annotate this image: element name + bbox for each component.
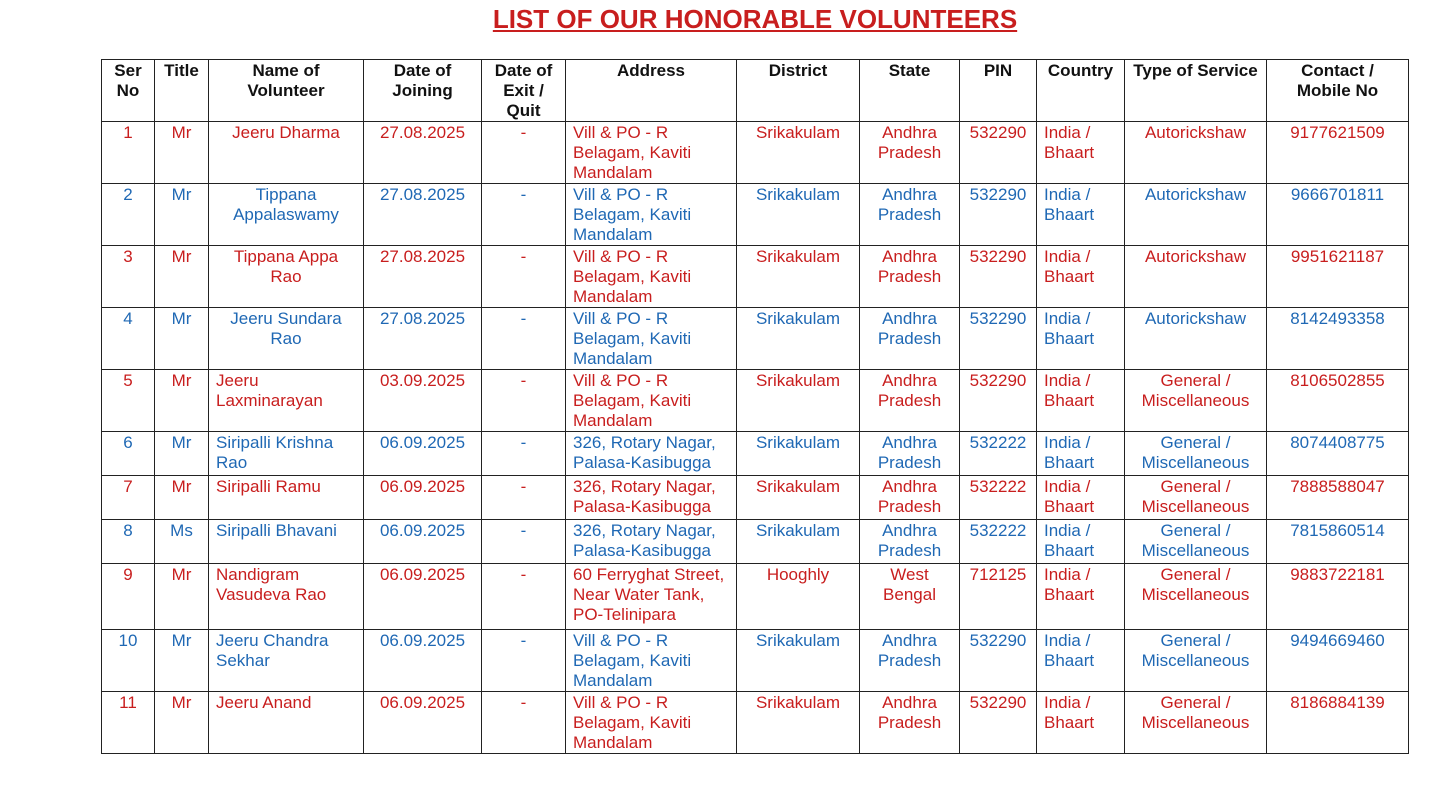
- cell-name: Jeeru Anand: [209, 692, 364, 754]
- cell-contact: 9666701811: [1267, 184, 1409, 246]
- cell-date-of-joining: 06.09.2025: [364, 520, 482, 564]
- cell-name: Tippana Appa Rao: [209, 246, 364, 308]
- table-row: [102, 122, 1409, 184]
- cell-service: General / Miscellaneous: [1125, 564, 1267, 630]
- cell-date-of-exit: -: [482, 692, 566, 754]
- cell-ser-no: 10: [102, 630, 155, 692]
- cell-pin: 532290: [960, 246, 1037, 308]
- cell-service: Autorickshaw: [1125, 246, 1267, 308]
- header-title: Title: [155, 60, 209, 122]
- cell-pin: 532290: [960, 370, 1037, 432]
- cell-country: India / Bhaart: [1037, 432, 1125, 476]
- header-contact: Contact / Mobile No: [1267, 60, 1409, 122]
- table-row: [102, 246, 1409, 308]
- cell-state: Andhra Pradesh: [860, 184, 960, 246]
- cell-name: Siripalli Krishna Rao: [209, 432, 364, 476]
- cell-title: Mr: [155, 692, 209, 754]
- cell-title: Mr: [155, 184, 209, 246]
- cell-address: Vill & PO - R Belagam, Kaviti Mandalam: [566, 370, 737, 432]
- cell-contact: 8106502855: [1267, 370, 1409, 432]
- cell-state: West Bengal: [860, 564, 960, 630]
- cell-country: India / Bhaart: [1037, 308, 1125, 370]
- cell-contact: 9177621509: [1267, 122, 1409, 184]
- cell-date-of-exit: -: [482, 370, 566, 432]
- cell-district: Srikakulam: [737, 476, 860, 520]
- cell-ser-no: 3: [102, 246, 155, 308]
- cell-date-of-exit: -: [482, 122, 566, 184]
- cell-address: Vill & PO - R Belagam, Kaviti Mandalam: [566, 246, 737, 308]
- cell-pin: 532222: [960, 520, 1037, 564]
- cell-date-of-exit: -: [482, 246, 566, 308]
- cell-contact: 8186884139: [1267, 692, 1409, 754]
- cell-ser-no: 6: [102, 432, 155, 476]
- cell-address: Vill & PO - R Belagam, Kaviti Mandalam: [566, 630, 737, 692]
- cell-district: Srikakulam: [737, 630, 860, 692]
- header-date-of-exit: Date of Exit / Quit: [482, 60, 566, 122]
- cell-ser-no: 1: [102, 122, 155, 184]
- cell-state: Andhra Pradesh: [860, 246, 960, 308]
- cell-date-of-joining: 27.08.2025: [364, 308, 482, 370]
- cell-contact: 9883722181: [1267, 564, 1409, 630]
- cell-title: Mr: [155, 122, 209, 184]
- cell-name: Jeeru Laxminarayan: [209, 370, 364, 432]
- cell-district: Srikakulam: [737, 520, 860, 564]
- cell-address: 326, Rotary Nagar, Palasa-Kasibugga: [566, 432, 737, 476]
- volunteers-table: [101, 59, 1409, 754]
- cell-date-of-joining: 27.08.2025: [364, 246, 482, 308]
- table-row: [102, 370, 1409, 432]
- cell-name: Jeeru Sundara Rao: [209, 308, 364, 370]
- cell-name: Siripalli Ramu: [209, 476, 364, 520]
- table-row: [102, 520, 1409, 564]
- cell-country: India / Bhaart: [1037, 370, 1125, 432]
- cell-district: Srikakulam: [737, 122, 860, 184]
- cell-country: India / Bhaart: [1037, 692, 1125, 754]
- cell-service: Autorickshaw: [1125, 184, 1267, 246]
- table-row: [102, 308, 1409, 370]
- table-row: [102, 184, 1409, 246]
- cell-contact: 9494669460: [1267, 630, 1409, 692]
- cell-service: General / Miscellaneous: [1125, 432, 1267, 476]
- table-body: [102, 122, 1409, 754]
- cell-date-of-exit: -: [482, 308, 566, 370]
- cell-name: Tippana Appalaswamy: [209, 184, 364, 246]
- table-row: [102, 564, 1409, 630]
- cell-district: Srikakulam: [737, 308, 860, 370]
- cell-state: Andhra Pradesh: [860, 476, 960, 520]
- cell-name: Jeeru Dharma: [209, 122, 364, 184]
- cell-date-of-joining: 06.09.2025: [364, 476, 482, 520]
- cell-title: Ms: [155, 520, 209, 564]
- cell-ser-no: 4: [102, 308, 155, 370]
- cell-state: Andhra Pradesh: [860, 370, 960, 432]
- cell-district: Hooghly: [737, 564, 860, 630]
- cell-date-of-exit: -: [482, 184, 566, 246]
- cell-country: India / Bhaart: [1037, 630, 1125, 692]
- cell-pin: 532290: [960, 184, 1037, 246]
- cell-date-of-exit: -: [482, 564, 566, 630]
- cell-title: Mr: [155, 308, 209, 370]
- cell-date-of-exit: -: [482, 630, 566, 692]
- cell-country: India / Bhaart: [1037, 122, 1125, 184]
- table-row: [102, 692, 1409, 754]
- cell-title: Mr: [155, 630, 209, 692]
- cell-pin: 532290: [960, 122, 1037, 184]
- cell-name: Siripalli Bhavani: [209, 520, 364, 564]
- cell-service: General / Miscellaneous: [1125, 476, 1267, 520]
- cell-address: Vill & PO - R Belagam, Kaviti Mandalam: [566, 692, 737, 754]
- cell-date-of-joining: 06.09.2025: [364, 692, 482, 754]
- cell-date-of-joining: 03.09.2025: [364, 370, 482, 432]
- cell-country: India / Bhaart: [1037, 476, 1125, 520]
- cell-pin: 532290: [960, 692, 1037, 754]
- cell-ser-no: 11: [102, 692, 155, 754]
- header-name: Name of Volunteer: [209, 60, 364, 122]
- cell-ser-no: 9: [102, 564, 155, 630]
- cell-pin: 532290: [960, 630, 1037, 692]
- cell-name: Nandigram Vasudeva Rao: [209, 564, 364, 630]
- cell-address: Vill & PO - R Belagam, Kaviti Mandalam: [566, 308, 737, 370]
- cell-state: Andhra Pradesh: [860, 432, 960, 476]
- cell-district: Srikakulam: [737, 246, 860, 308]
- cell-contact: 7888588047: [1267, 476, 1409, 520]
- cell-address: 60 Ferryghat Street, Near Water Tank, PO-Telinipara: [566, 564, 737, 630]
- cell-state: Andhra Pradesh: [860, 692, 960, 754]
- table-header-row: [102, 60, 1409, 122]
- header-state: State: [860, 60, 960, 122]
- cell-title: Mr: [155, 246, 209, 308]
- table-row: [102, 630, 1409, 692]
- cell-pin: 532290: [960, 308, 1037, 370]
- cell-pin: 532222: [960, 432, 1037, 476]
- header-district: District: [737, 60, 860, 122]
- cell-date-of-exit: -: [482, 432, 566, 476]
- cell-title: Mr: [155, 564, 209, 630]
- table-row: [102, 476, 1409, 520]
- cell-address: 326, Rotary Nagar, Palasa-Kasibugga: [566, 520, 737, 564]
- cell-name: Jeeru Chandra Sekhar: [209, 630, 364, 692]
- cell-date-of-joining: 06.09.2025: [364, 564, 482, 630]
- cell-state: Andhra Pradesh: [860, 630, 960, 692]
- cell-title: Mr: [155, 476, 209, 520]
- cell-contact: 8142493358: [1267, 308, 1409, 370]
- cell-district: Srikakulam: [737, 184, 860, 246]
- cell-date-of-joining: 06.09.2025: [364, 630, 482, 692]
- header-country: Country: [1037, 60, 1125, 122]
- header-service: Type of Service: [1125, 60, 1267, 122]
- cell-service: General / Miscellaneous: [1125, 520, 1267, 564]
- table-row: [102, 432, 1409, 476]
- cell-contact: 9951621187: [1267, 246, 1409, 308]
- page-title: LIST OF OUR HONORABLE VOLUNTEERS: [492, 4, 1018, 34]
- cell-date-of-joining: 06.09.2025: [364, 432, 482, 476]
- cell-ser-no: 2: [102, 184, 155, 246]
- cell-pin: 712125: [960, 564, 1037, 630]
- header-ser-no: Ser No: [102, 60, 155, 122]
- cell-ser-no: 7: [102, 476, 155, 520]
- cell-service: General / Miscellaneous: [1125, 692, 1267, 754]
- cell-date-of-exit: -: [482, 520, 566, 564]
- cell-service: Autorickshaw: [1125, 122, 1267, 184]
- cell-contact: 7815860514: [1267, 520, 1409, 564]
- cell-contact: 8074408775: [1267, 432, 1409, 476]
- cell-country: India / Bhaart: [1037, 520, 1125, 564]
- cell-district: Srikakulam: [737, 432, 860, 476]
- header-date-of-joining: Date of Joining: [364, 60, 482, 122]
- cell-date-of-joining: 27.08.2025: [364, 122, 482, 184]
- cell-title: Mr: [155, 432, 209, 476]
- header-pin: PIN: [960, 60, 1037, 122]
- cell-date-of-exit: -: [482, 476, 566, 520]
- cell-country: India / Bhaart: [1037, 184, 1125, 246]
- cell-state: Andhra Pradesh: [860, 122, 960, 184]
- cell-district: Srikakulam: [737, 692, 860, 754]
- cell-ser-no: 8: [102, 520, 155, 564]
- cell-country: India / Bhaart: [1037, 246, 1125, 308]
- cell-ser-no: 5: [102, 370, 155, 432]
- cell-address: Vill & PO - R Belagam, Kaviti Mandalam: [566, 184, 737, 246]
- cell-state: Andhra Pradesh: [860, 308, 960, 370]
- cell-address: Vill & PO - R Belagam, Kaviti Mandalam: [566, 122, 737, 184]
- cell-service: General / Miscellaneous: [1125, 630, 1267, 692]
- cell-address: 326, Rotary Nagar, Palasa-Kasibugga: [566, 476, 737, 520]
- header-address: Address: [566, 60, 737, 122]
- cell-state: Andhra Pradesh: [860, 520, 960, 564]
- cell-district: Srikakulam: [737, 370, 860, 432]
- cell-title: Mr: [155, 370, 209, 432]
- cell-country: India / Bhaart: [1037, 564, 1125, 630]
- cell-pin: 532222: [960, 476, 1037, 520]
- cell-service: General / Miscellaneous: [1125, 370, 1267, 432]
- cell-date-of-joining: 27.08.2025: [364, 184, 482, 246]
- cell-service: Autorickshaw: [1125, 308, 1267, 370]
